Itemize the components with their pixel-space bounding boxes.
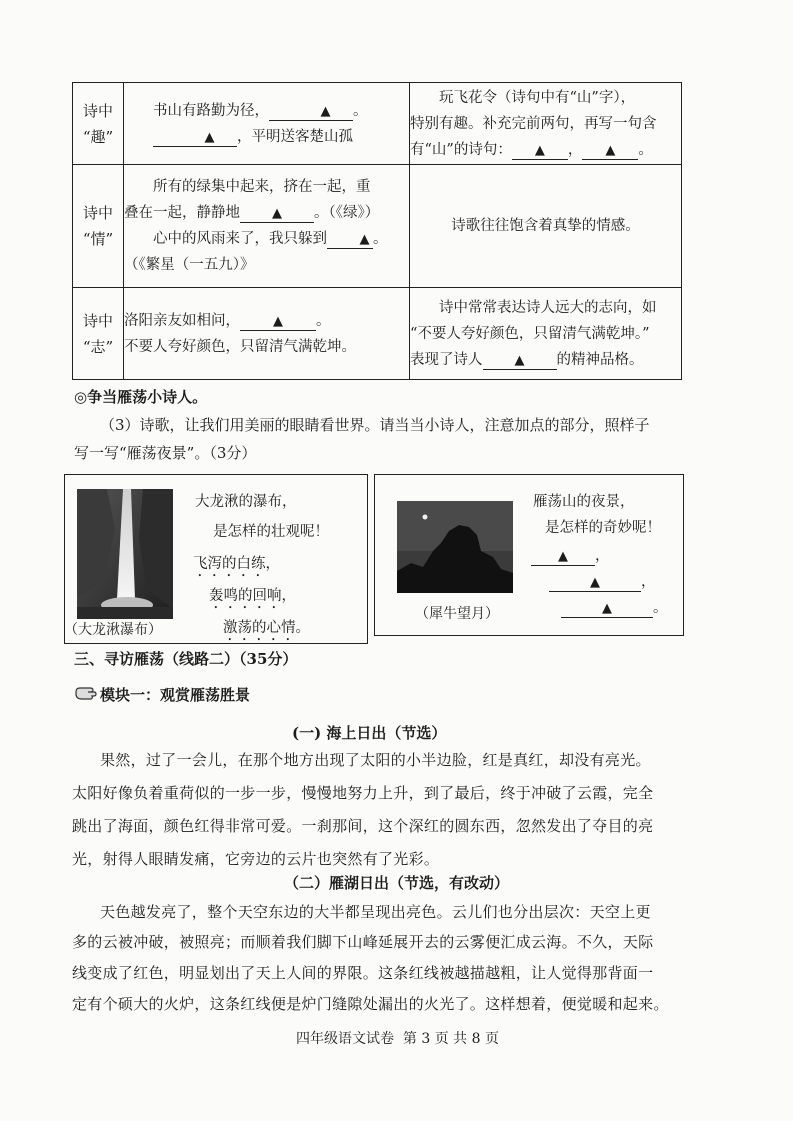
poem-text: 书山有路勤为径， [153,102,269,119]
passage-title: （二）雁湖日出（节选，有改动） [284,874,510,892]
poem-line: 所有的绿集中起来，挤在一起，重 [153,179,371,196]
answer-blank[interactable] [240,205,314,223]
passage-line: 太阳好像负着重荷似的一步一步，慢慢地努力上升，到了最后，终于冲破了云霞，完全 [72,784,654,802]
poem-cell [124,288,410,380]
task-box [374,474,684,636]
blank-marker: ▲ [320,103,331,119]
blank-marker: ▲ [534,142,545,158]
poem-line: 不要人夸好颜色，只留清气满乾坤。 [124,338,356,355]
task-line: 是怎样的奇妙呢！ [545,520,661,536]
example-line: 轰鸣的回响， [209,588,296,604]
poem-line: （《繁星（一五九）》 [124,257,255,274]
passage-line: 多的云被冲破，被照亮；而顺着我们脚下山峰延展开去的云雾便汇成云海。不久，天际 [72,933,654,951]
pointing-hand-icon [74,684,98,702]
poem-text: 。 [373,231,388,248]
category-cell [73,165,124,288]
passage-line: 跳出了海面，颜色红得非常可爱。一刹那间，这个深红的圆东西，忽然发出了夺目的亮 [72,817,654,835]
category-cell [73,83,124,165]
section-heading: 三、寻访雁荡（线路二）（35分） [74,650,298,668]
poem-cell [124,83,410,165]
poem-line [124,124,409,150]
passage-1-cont [72,777,692,876]
table-row-qing [73,165,682,288]
poem-line [124,226,409,252]
category-label: 诗中 [82,204,113,223]
answer-blank[interactable] [240,313,316,331]
category-label: “志” [82,337,114,356]
instruction-text: 诗歌往往饱含着真挚的情感。 [451,218,640,235]
example-line: 飞泻的白练， [193,556,280,572]
instruction-text: 有“山”的诗句： [410,141,512,158]
answer-blank[interactable] [561,600,653,618]
blank-marker: ▲ [272,206,282,222]
poem-line [124,308,409,334]
waterfall-photo [77,489,173,619]
blank-marker: ▲ [605,142,616,158]
question-text: （3）诗歌，让我们用美丽的眼睛看世界。请当当小诗人，注意加点的部分，照样子 [100,416,650,434]
poem-cell [124,165,410,288]
answer-blank[interactable] [549,574,641,592]
table-row-zhi [73,288,682,380]
answer-blank[interactable] [153,129,237,147]
category-label: “趣” [82,127,114,146]
instruction-text: 表现了诗人 [410,351,483,368]
instruction-cell [410,165,682,288]
poem-line: 书山有路勤为径， ▲ 。 [153,102,368,119]
category-cell [73,288,124,380]
punct: ， [567,141,583,158]
poem-text: 心中的风雨来了，我只躲到 [153,231,327,248]
answer-blank[interactable] [327,231,373,249]
answer-blank[interactable] [483,352,557,370]
answer-blank[interactable] [531,548,595,566]
answer-blank[interactable] [269,103,353,121]
answer-blank[interactable] [582,142,638,160]
instruction-text: 特别有趣。补充完前两句，再写一句含 [410,115,657,132]
passage-2 [100,896,694,929]
example-line: 大龙湫的瀑布， [195,494,297,510]
blank-marker: ▲ [514,352,525,368]
instruction-text [410,347,681,373]
blank-marker: ▲ [273,313,283,329]
category-label: 诗中 [82,311,113,330]
task-line [531,543,610,569]
task-line [561,595,668,621]
blank-marker: ▲ [558,549,568,564]
example-box [64,474,368,644]
instruction-cell [410,83,682,165]
module-title: 模块一：观赏雁荡胜景 [100,686,251,704]
blank-marker: ▲ [204,129,215,145]
passage-title: (一) 海上日出（节选） [292,724,447,742]
category-label: 诗中 [82,101,113,120]
table-row-qu [73,83,682,165]
instruction-text [410,137,681,163]
passage-line: 线变成了红色，明显划出了天上人间的界限。这条红线被越描越粗，让人觉得那背面一 [72,964,654,982]
blank-marker: ▲ [602,601,612,616]
passage-2-cont [72,927,692,1020]
night-photo [397,501,513,593]
poem-text: ，平明送客楚山孤 [237,128,353,145]
poem-line [124,200,409,226]
punct: ， [641,574,656,590]
instruction-text: “不要人夸好颜色，只留清气满乾坤。” [410,325,650,342]
punct: ， [595,548,610,564]
poem-text: 。（《绿》） [314,205,380,222]
instruction-text: 诗中常常表达诗人远大的志向，如 [439,299,657,316]
passage-line: 果然，过了一会儿，在那个地方出现了太阳的小半边脸，红是真红，却没有亮光。 [100,751,651,769]
category-label: “情” [82,230,114,249]
blank-marker: ▲ [359,232,370,248]
instruction-cell [410,288,682,380]
question-text: 写一写“雁荡夜景”。（3分） [74,444,257,462]
instruction-text: 玩飞花令（诗句中有“山”字）， [439,89,636,106]
task-line [549,569,656,595]
passage-line: 天色越发亮了，整个天空东边的大半都呈现出亮色。云儿们也分出层次：天空上更 [100,903,651,921]
page-footer: 四年级语文试卷 第 3 页 共 8 页 [296,1031,499,1047]
passage-1 [100,744,694,777]
poem-text: 洛阳亲友如相问， [124,312,240,329]
example-line: 是怎样的壮观呢！ [213,524,329,540]
poem-text: 叠在一起，静静地 [124,205,240,222]
blank-marker: ▲ [590,575,600,590]
task-line: 雁荡山的夜景， [533,494,635,510]
passage-line: 定有个硕大的火炉，这条红线便是炉门缝隙处漏出的火光了。这样想着，便觉暖和起来。 [72,995,669,1013]
punct: 。 [638,141,653,158]
example-line: 激荡的心情。 [223,620,310,636]
photo-caption: （大龙湫瀑布） [64,622,162,638]
poem-text: 。 [316,312,331,329]
punct: 。 [653,600,668,616]
poetry-table [72,82,682,380]
answer-blank[interactable] [512,142,568,160]
instruction-text: 的精神品格。 [556,351,644,368]
photo-caption: （犀牛望月） [415,606,499,622]
passage-line: 光，射得人眼睛发痛，它旁边的云片也突然有了光彩。 [72,850,440,868]
section-heading: ◎争当雁荡小诗人。 [74,388,208,406]
